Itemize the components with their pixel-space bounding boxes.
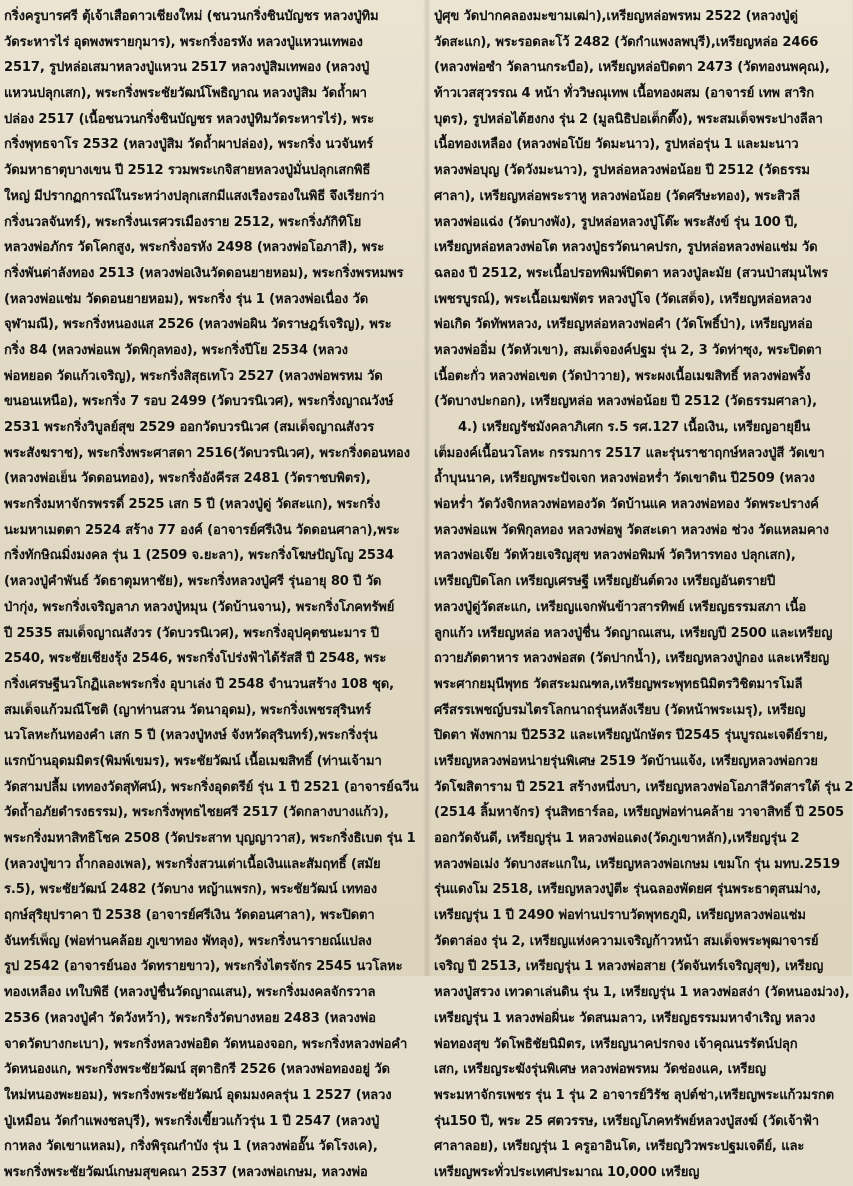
text-line: ปู่ศุข วัดปากคลองมะขามเฒ่า),เหรียญหล่อพรหม 2522 (หลวงปู่ดู่ [434,9,798,24]
text-line: วัดสามปลื้ม เททองวัดสุทัศน์), พระกริ่งอุดตรีย์ รุ่น 1 ปี 2521 (อาจารย์ฉวีน [4,779,419,795]
text-line: วัดหนองแก, พระกริ่งพระชัยวัฒน์ สุตาธิกรี 2526 (หลวงพ่อทองอยู่ วัด [4,1062,390,1078]
text-line: ออกวัดจันดี, เหรียญรุ่น 1 หลวงพ่อแดง(วัดภูเขาหลัก),เหรียญรุ่น 2 [434,831,800,846]
text-line: กริ่งทักษิณมิ่งมงคล รุ่น 1 (2509 จ.ยะลา), พระกริ่งโฆษปัญโญ 2534 [4,548,394,564]
text-line: พระกริ่งพระชัยวัฒน์เกษมสุขคณา 2537 (หลวงพ่อเกษม, หลวงพ่อ [4,1164,368,1180]
text-line: ถวายภัตตาหาร หลวงพ่อสด (วัดปากน้ำ), เหรียญหลวงปู่กอง และเหรียญ [434,651,830,667]
text-line: พ่อเกิด วัดทัพหลวง, เหรียญหล่อหลวงพ่อคำ (วัดโพธิ์ป่า), เหรียญหล่อ [434,317,813,333]
text-line: (หลวงปู่ขาว ถ้ำกลองเพล), พระกริ่งสวนเต่าเนื้อเงินและสัมฤทธิ์ (สมัย [4,856,381,872]
text-line: จันทร์เพ็ญ (พ่อท่านคล้อย ภูเขาทอง พัทลุง), พระกริ่งนารายณ์แปลง [4,933,372,949]
text-line: พระมหาจักรเพชร รุ่น 1 รุ่น 2 อาจารย์วิรัช ลุปต์ช่า,เหรียญพระแก้วมรกต [434,1087,835,1103]
text-line: เหรียญรุ่น 1 ปี 2490 พ่อท่านปราบวัดพุทธภูมิ, เหรียญหลวงพ่อแช่ม [434,908,806,924]
right-column [434,4,853,1186]
text-line: พ่อหยอด วัดแก้วเจริญ), พระกริ่งสิสุธเทโว 2527 (หลวงพ่อพรหม วัด [4,368,383,384]
text-line: รุ่นแดงโม 2518, เหรียญหลวงปู่ตีะ รุ่นฉลองพัดยศ รุ่นพระธาตุสนม่าง, [434,882,822,898]
text-line: วัดโฆสิตาราม ปี 2521 สร้างหนึ่งบา, เหรียญหลวงพ่อโอภาสีวัดสารใต้ รุ่น 2 [434,779,853,795]
text-line: หลวงพ่ออิ่ม (วัดหัวเขา), สมเด็จองค์ปฐม รุ่น 2, 3 วัดท่าซุง, พระปิดตา [434,342,822,358]
text-line: บุตร), รูปหล่อไต้ฮงกง รุ่น 2 (มูลนิธิปอเต็กตึ๊ง), พระสมเด็จพระปางลีลา [434,111,823,127]
text-line: ขนอนเหนือ), พระกริ่ง 7 รอบ 2499 (วัดบวรนิเวศ), พระกริ่งญาณวังษ์ [4,394,394,410]
text-line: กริ่งครูบารศรี ตุ้เจ้าเสือดาวเชียงใหม่ (ชนวนกริ่งชินบัญชร หลวงปู่ทิม [4,9,379,24]
text-line: พระสังฆราช), พระกริ่งพระศาสดา 2516(วัดบวรนิเวศ), พระกริ่งดอนทอง [4,445,410,461]
text-line: เหรียญพระทั่วประเทศประมาณ 10,000 เหรียญ [434,1164,700,1180]
text-line: ปล่อง 2517 (เนื้อชนวนกริ่งชินบัญชร หลวงปู่ทิมวัดระหารไร่), พระ [4,111,374,127]
text-line: วัดสะแก), พระรอดละโว้ 2482 (วัดกำแพงลพบุรี),เหรียญหล่อ 2466 [434,34,819,50]
text-line: (หลวงปู่คำพันธ์ วัดธาตุมหาชัย), พระกริ่งหลวงปู่ศรี รุ่นอายุ 80 ปี วัด [4,574,382,590]
text-line: วัดถ้ำอภัยดำรงธรรม), พระกริ่งพุทธไชยศรี 2517 (วัดกลางบางแก้ว), [4,805,389,821]
text-line: ศรีสรรเพชญ์บรมไตรโลกนาถรุ่นหลังเรียบ (วัดหน้าพระเมรุ), เหรียญ [434,702,806,718]
text-line: รุ่น150 ปี, พระ 25 ศตวรรษ, เหรียญโภคทรัพย์หลวงปู่สงฆ์ (วัดเจ้าฟ้า [434,1113,819,1129]
text-line: ศาลา), เหรียญหล่อพระราหู หลวงพ่อน้อย (วัดศรีษะทอง), พระสิวลี [434,188,800,204]
text-line: (2514 ลิ้มหาจักร) รุ่นสิทธาร์ลอ, เหรียญพ่อท่านคล้าย วาจาสิทธิ์ ปี 2505 [434,805,844,821]
text-line: หลวงพ่อเม่ง วัดบางสะแกใน, เหรียญหลวงพ่อเกษม เขมโก รุ่น มทบ.2519 [434,856,840,872]
left-column [4,4,418,1186]
text-line: เต็มองค์เนื้อนวโลหะ กรรมการ 2517 และรุ่นราชาฤกษ์หลวงปู่สี วัดเขา [434,445,825,461]
text-line: พ่อหร่ำ วัดวังจิกหลวงพ่อทองวัด วัดบ้านแค หลวงพ่อทอง วัดพระปรางค์ [434,497,819,513]
text-line: เหรียญหลวงพ่อหน่ายรุ่นพิเศษ 2519 วัดบ้านแจ้ง, เหรียญหลวงพ่อกวย [434,753,818,769]
page-fold-shadow [423,0,431,976]
text-line: 4.) เหรียญรัชมังคลาภิเศก ร.5 รศ.127 เนื้อเงิน, เหรียญอายุยืน [458,420,811,435]
text-line: ป่ากุ่ง, พระกริ่งเจริญลาภ หลวงปู่หมุน (วัดบ้านจาน), พระกริ่งโภคทรัพย์ [4,599,395,615]
text-line: ปี 2535 สมเด็จญาณสังวร (วัดบวรนิเวศ), พระกริ่งอุปคุตชนะมาร ปี [4,625,379,641]
text-line: 2517, รูปหล่อเสมาหลวงปู่แหวน 2517 หลวงปู่สิมเทพอง (หลวงปู่ [4,60,370,76]
text-line: 2531 พระกริ่งวิบูลย์สุข 2529 ออกวัดบวรนิเวศ (สมเด็จญาณสังวร [4,420,375,435]
text-line: กริ่ง 84 (หลวงพ่อแพ วัดพิกุลทอง), พระกริ่งปีโย 2534 (หลวง [4,342,348,358]
text-line: พระศากยมุนีพุทธ วัดสระมณฑล,เหรียญพระพุทธนิมิตรวิชิตมารโมลี [434,676,803,692]
text-line: หลวงพ่อบุญ (วัดวังมะนาว), รูปหล่อหลวงพ่อน้อย ปี 2512 (วัดธรรม [434,163,810,179]
text-line: ศาลาลอย), เหรียญรุ่น 1 ครูอาอินโต, เหรียญวิวพระปฐมเจดีย์, และ [434,1139,805,1155]
text-line: ร.5), พระชัยวัฒน์ 2482 (วัดบาง หญ้าแพรก), พระชัยวัฒน์ เททอง [4,882,378,898]
text-line: 2540, พระชัยเชียงรุ้ง 2546, พระกริ่งโปร่งฟ้าได้รัสสี ปี 2548, พระ [4,651,387,667]
text-line: ลูกแก้ว เหรียญหล่อ หลวงปู่ชื่น วัดญาณเสน, เหรียญปี 2500 และเหรียญ [434,625,833,641]
text-line: เพชรบูรณ์), พระเนื้อเมฆพัตร หลวงปู่โจ (วัดเสด็จ), เหรียญหล่อหลวง [434,291,812,307]
text-line: ใหม่หนองพะยอม), พระกริ่งพระชัยวัฒน์ อุดมมงคลรุ่น 1 2527 (หลวง [4,1087,392,1103]
text-line: นวโลหะก้นทองคำ เสก 5 ปี (หลวงปู่หงษ์ จังหวัดสุรินทร์),พระกริ่งรุ่น [4,728,378,744]
text-line: กริ่งเศรษฐีนวโกฏิและพระกริ่ง อุบาเล่ง ปี 2548 จำนวนสร้าง 108 ชุด, [4,676,394,692]
text-line: ฤกษ์สุริยุปราคา ปี 2538 (อาจารย์ศรีเงิน วัดดอนศาลา), พระปิดตา [4,908,375,924]
text-line: เหรียญหล่อหลวงพ่อโต หลวงปู่ธรวัดนาคปรก, รูปหล่อหลวงพ่อแช่ม วัด [434,240,818,256]
text-line: (หลวงพ่อเย็น วัดดอนทอง), พระกริ่งอังคีรส 2481 (วัดราชบพิตร), [4,471,371,487]
text-line: (หลวงพ่อซำ วัดลานกระบือ), เหรียญหล่อปิดตา 2473 (วัดทองนพคุณ), [434,60,830,76]
text-line: เนื้อทองเหลือง (หลวงพ่อโบ้ย วัดมะนาว), รูปหล่อรุ่น 1 และมะนาว [434,137,799,153]
text-line: กริ่งพันต่าลังทอง 2513 (หลวงพ่อเงินวัดดอนยายหอม), พระกริ่งพรหมพร [4,265,404,281]
text-line: เจริญ ปี 2513, เหรียญรุ่น 1 หลวงพ่อสาย (วัดจันทร์เจริญสุข), เหรียญ [434,959,824,975]
text-line: เนื้อตะกั่ว หลวงพ่อเขต (วัดป่าวาย), พระผงเนื้อเมฆสิทธิ์ หลวงพ่อพริ้ง [434,368,811,384]
text-line: พ่อทองสุข วัดโพธิชัยนิมิตร, เหรียญนาคปรกจง เจ้าคุณนรรัตน์ปลุก [434,1036,798,1052]
text-line: 2536 (หลวงปู่คำ วัดวังหว้า), พระกริ่งวัดบางหอย 2483 (หลวงพ่อ [4,1010,376,1026]
text-line: หลวงพ่อเจ๊ย วัดห้วยเจริญสุข หลวงพ่อพิมพ์ วัดวิหารทอง ปลุกเสก), [434,548,796,564]
text-line: ถ้ำบุนนาค, เหรียญพระปัจเจก หลวงพ่อหร่ำ วัดเขาดิน ปี2509 (หลวง [434,471,815,487]
text-line: จุฬามณี), พระกริ่งหนองแส 2526 (หลวงพ่อผิน วัดราษฎร์เจริญ), พระ [4,317,392,333]
text-line: เหรียญรุ่น 1 หลวงพ่อผิ่นะ วัดสนมลาว, เหรียญธรรมมหาจำเริญ หลวง [434,1010,816,1026]
text-line: ทองเหลือง เทใบพิธี (หลวงปู่ชื่นวัดญาณเสน), พระกริ่งมงคลจักรวาล [4,985,376,1001]
text-line: จาดวัดบางกะเบา), พระกริ่งหลวงพ่อยิด วัดหนองจอก, พระกริ่งหลวงพ่อคำ [4,1036,408,1052]
text-line: หลวงปู่สรวง เทวดาเล่นดิน รุ่น 1, เหรียญรุ่น 1 หลวงพ่อสง่า (วัดหนองม่วง), [434,985,850,1001]
text-line: ใหญ่ มีปรากฏการณ์ในระหว่างปลุกเสกมีแสงเรืองรองในพิธี จึงเรียกว่า [4,188,385,204]
text-line: สมเด็จแก้วมณีโชติ (ญาท่านสวน วัดนาอุดม), พระกริ่งเพชรสุรินทร์ [4,702,372,718]
text-line: (หลวงพ่อแช่ม วัดดอนยายหอม), พระกริ่ง รุ่น 1 (หลวงพ่อเนื่อง วัด [4,291,369,307]
text-line: พระกริ่งมหาสิทธิโชค 2508 (วัดประสาท บุญญาวาส), พระกริ่งธิเบต รุ่น 1 [4,831,416,846]
text-line: แหวนปลุกเสก), พระกริ่งพระชัยวัฒน์โพธิญาณ หลวงปู่สิม วัดถ้ำผา [4,86,367,102]
text-line: นะมหาเมตตา 2524 สร้าง 77 องค์ (อาจารย์ศรีเงิน วัดดอนศาลา),พระ [4,522,400,538]
text-line: วัดมหาธาตุบางเขน ปี 2512 รวมพระเกจิสายหลวงปู่มั่นปลุกเสกพิธี [4,163,371,179]
text-line: หลวงปู่ดู่วัดสะแก, เหรียญแจกพันข้าวสารทิพย์ เหรียญธรรมสภา เนื้อ [434,599,807,615]
text-line: แรกบ้านอุดมมิตร(พิมพ์เขมร), พระชัยวัฒน์ เนื้อเมฆสิทธิ์ (ท่านเจ้ามา [4,753,382,769]
text-line: กาหลง วัดเขาแหลม), กริ่งพิรุณกำบัง รุ่น 1 (หลวงพ่ออั๊น วัดโรงเค), [4,1139,378,1155]
text-line: วัดตาล่อง รุ่น 2, เหรียญแห่งความเจริญก้าวหน้า สมเด็จพระพุฒาจารย์ [434,933,819,949]
text-line: รูป 2542 (อาจารย์นอง วัดทรายขาว), พระกริ่งไตรจักร 2545 นวโลหะ [4,959,403,975]
text-line: ฉลอง ปี 2512, พระเนื้อปรอทพิมพ์ปิดตา หลวงปู่ละมัย (สวนป่าสมุนไพร [434,265,828,281]
text-line: (วัดบางปะกอก), เหรียญหล่อ หลวงพ่อน้อย ปี 2512 (วัดธรรมศาลา), [434,394,817,410]
text-line: หลวงพ่อแฉ่ง (วัดบางพัง), รูปหล่อหลวงปู่โต๊ะ พระสังข์ รุ่น 100 ปี, [434,214,799,230]
text-line: หลวงพ่อแพ วัดพิกุลทอง หลวงพ่อพู วัดสะเดา หลวงพ่อ ช่วง วัดแหลมคาง [434,522,829,538]
text-line: หลวงพ่อภักร วัดโคกสูง, พระกริ่งอรหัง 2498 (หลวงพ่อโอภาสี), พระ [4,240,385,256]
text-line: พระกริ่งมหาจักรพรรดิ์ 2525 เสก 5 ปี (หลวงปู่ดู่ วัดสะแก), พระกริ่ง [4,497,381,513]
text-line: วัดระหารไร่ อุดพงพรายกุมาร), พระกริ่งอรหัง หลวงปู่แหวนเทพอง [4,34,363,50]
text-line: ท้าวเวสสุวรรณ 4 หน้า ทั่ววิษณุเทพ เนื้อทองผสม (อาจารย์ เทพ สาริก [434,86,815,102]
text-line: ปู่เหมือน วัดกำแพงชลบุรี), พระกริ่งเขี้ยวแก้วรุ่น 1 ปี 2547 (หลวงปู่ [4,1113,380,1129]
text-line: กริ่งนวลจันทร์), พระกริ่งนเรศวรเมืองราย 2512, พระกริ่งภักิทิโย [4,214,362,230]
text-line: เสก, เหรียญระฆังรุ่นพิเศษ หลวงพ่อพรหม วัดช่องแค, เหรียญ [434,1062,766,1078]
text-line: กริ่งพุทธจาโร 2532 (หลวงปู่สิม วัดถ้ำผาปล่อง), พระกริ่ง นวจันทร์ [4,137,374,153]
text-line: ปิดตา พังพกาม ปี2532 และเหรียญนักษัตร ปี2545 รุ่นบูรณะเจดีย์ราย, [434,728,829,744]
text-line: เหรียญปิดโลก เหรียญเศรษฐี เหรียญยันต์ดวง เหรียญอันตรายปี [434,574,776,590]
